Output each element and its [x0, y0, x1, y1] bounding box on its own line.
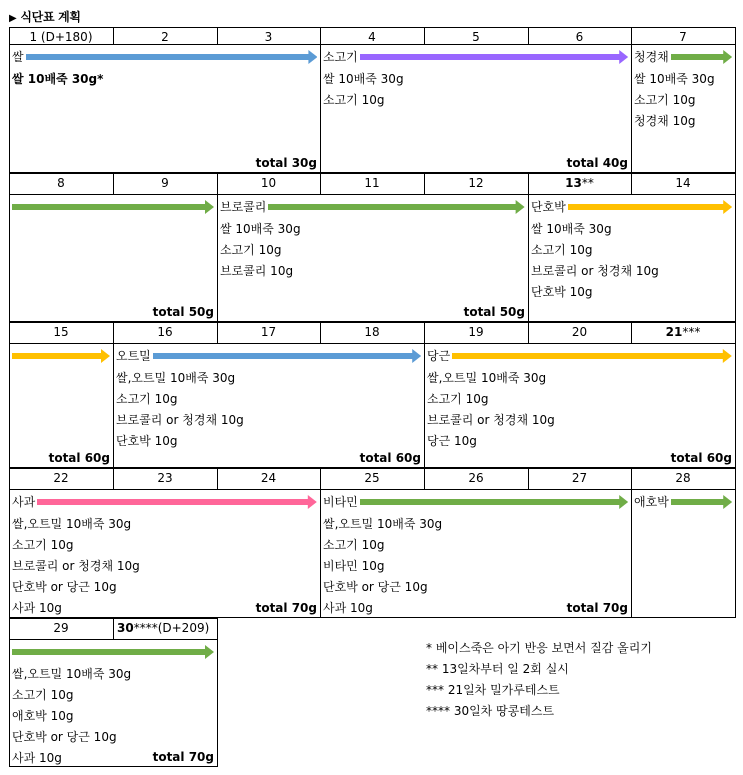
day-header: 5: [472, 30, 480, 44]
ingredient-line: 소고기 10g: [116, 392, 178, 406]
ingredient-line: 소고기 10g: [323, 93, 385, 107]
note-2: ** 13일차부터 일 2회 실시: [426, 662, 569, 676]
ingredient-line: 쌀,오트밀 10배죽 30g: [323, 517, 443, 531]
ingredient-line: 쌀,오트밀 10배죽 30g: [116, 371, 236, 385]
day-header: 1 (D+180): [29, 30, 93, 44]
arrow-icon: [360, 495, 628, 509]
ingredient-line: 사과 10g: [323, 601, 373, 615]
day-header: 21***: [665, 325, 701, 339]
ingredient-line: 쌀 10배죽 30g: [634, 72, 715, 86]
day-header: 29: [53, 621, 69, 635]
ingredient-line: 쌀 10배죽 30g: [220, 222, 301, 236]
day-header: 26: [468, 471, 484, 485]
arrow-icon: [153, 349, 421, 363]
total-amount: total 70g: [152, 750, 214, 764]
arrow-icon: [360, 50, 628, 64]
ingredient-line: 쌀,오트밀 10배죽 30g: [12, 517, 132, 531]
day-header: 22: [53, 471, 69, 485]
day-header: 30****(D+209): [117, 621, 210, 635]
ingredient-line: 소고기 10g: [634, 93, 696, 107]
day-header: 12: [468, 176, 484, 190]
ingredient-line: 비타민 10g: [323, 559, 385, 573]
arrow-icon: [671, 50, 732, 64]
ingredient-label: 쌀: [12, 50, 24, 64]
day-header: 18: [364, 325, 380, 339]
ingredient-line: 당근 10g: [427, 434, 477, 448]
arrow-icon: [12, 645, 214, 659]
ingredient-line: 사과 10g: [12, 601, 62, 615]
note-3: *** 21일차 밀가루테스트: [426, 683, 560, 697]
day-number: 30: [117, 621, 134, 635]
total-amount: total 70g: [566, 601, 628, 615]
total-amount: total 50g: [152, 305, 214, 319]
ingredient-line: 쌀 10배죽 30g: [323, 72, 404, 86]
day-number: 13: [565, 176, 582, 190]
ingredient-line: 단호박 or 당근 10g: [323, 580, 428, 594]
ingredient-label: 단호박: [531, 200, 566, 214]
ingredient-label: 당근: [427, 349, 451, 363]
ingredient-line: 소고기 10g: [12, 688, 74, 702]
ingredient-line: 쌀 10배죽 30g: [531, 222, 612, 236]
day-header: 11: [364, 176, 380, 190]
day-header: 7: [679, 30, 687, 44]
day-header: 23: [157, 471, 173, 485]
arrow-icon: [452, 349, 732, 363]
ingredient-line: 브로콜리 or 청경채 10g: [116, 413, 244, 427]
day-header: 28: [675, 471, 691, 485]
total-amount: total 60g: [670, 451, 732, 465]
arrow-icon: [12, 349, 110, 363]
ingredient-line: 소고기 10g: [531, 243, 593, 257]
day-header: 16: [157, 325, 173, 339]
day-header: 9: [161, 176, 169, 190]
day-header: 10: [260, 176, 277, 190]
day-header: 3: [264, 30, 273, 44]
ingredient-line: 브로콜리 10g: [220, 264, 294, 278]
ingredient-label: 소고기: [323, 50, 358, 64]
ingredient-line: 사과 10g: [12, 751, 62, 765]
ingredient-line: 브로콜리 or 청경채 10g: [531, 264, 659, 278]
total-amount: total 60g: [359, 451, 421, 465]
ingredient-line: 소고기 10g: [323, 538, 385, 552]
ingredient-line: 쌀,오트밀 10배죽 30g: [12, 667, 132, 681]
ingredient-label: 청경채: [634, 50, 669, 64]
day-header: 17: [260, 325, 277, 339]
ingredient-label: 비타민: [323, 495, 358, 509]
ingredient-line: 쌀 10배죽 30g*: [12, 72, 104, 86]
ingredient-line: 소고기 10g: [12, 538, 74, 552]
arrow-icon: [12, 200, 214, 214]
ingredient-line: 청경채 10g: [634, 114, 696, 128]
total-amount: total 60g: [48, 451, 110, 465]
ingredient-line: 단호박 or 당근 10g: [12, 730, 117, 744]
day-header: 19: [468, 325, 484, 339]
arrow-icon: [671, 495, 732, 509]
ingredient-label: 오트밀: [116, 349, 151, 363]
ingredient-line: 브로콜리 or 청경채 10g: [12, 559, 140, 573]
day-header: 6: [575, 30, 584, 44]
ingredient-line: 단호박 or 당근 10g: [12, 580, 117, 594]
ingredient-line: 단호박 10g: [116, 434, 178, 448]
ingredient-line: 소고기 10g: [427, 392, 489, 406]
day-header: 8: [57, 176, 65, 190]
triangle-icon: ▶: [9, 13, 17, 24]
ingredient-line: 애호박 10g: [12, 709, 74, 723]
day-header: 24: [260, 471, 277, 485]
total-amount: total 30g: [255, 156, 317, 170]
note-4: **** 30일차 땅콩테스트: [426, 704, 555, 718]
day-header: 14: [675, 176, 691, 190]
arrow-icon: [268, 200, 525, 214]
day-number: 21: [665, 325, 683, 339]
day-header: 27: [571, 471, 588, 485]
day-header: 13**: [565, 176, 594, 190]
day-header: 20: [571, 325, 588, 339]
total-amount: total 70g: [255, 601, 317, 615]
ingredient-line: 단호박 10g: [531, 285, 593, 299]
ingredient-line: 브로콜리 or 청경채 10g: [427, 413, 555, 427]
day-header: 2: [161, 30, 169, 44]
arrow-icon: [568, 200, 732, 214]
ingredient-line: 소고기 10g: [220, 243, 282, 257]
total-amount: total 40g: [566, 156, 628, 170]
ingredient-label: 애호박: [634, 495, 669, 509]
arrow-icon: [26, 50, 317, 64]
day-header: 15: [53, 325, 69, 339]
total-amount: total 50g: [463, 305, 525, 319]
arrow-icon: [37, 495, 317, 509]
ingredient-label: 브로콜리: [220, 200, 267, 214]
ingredient-label: 사과: [12, 495, 36, 509]
note-1: * 베이스죽은 아기 반응 보면서 질감 올리기: [426, 641, 652, 655]
day-header: 4: [368, 30, 376, 44]
ingredient-line: 쌀,오트밀 10배죽 30g: [427, 371, 547, 385]
page-title: ▶ 식단표 계획: [9, 10, 81, 24]
day-header: 25: [364, 471, 380, 485]
